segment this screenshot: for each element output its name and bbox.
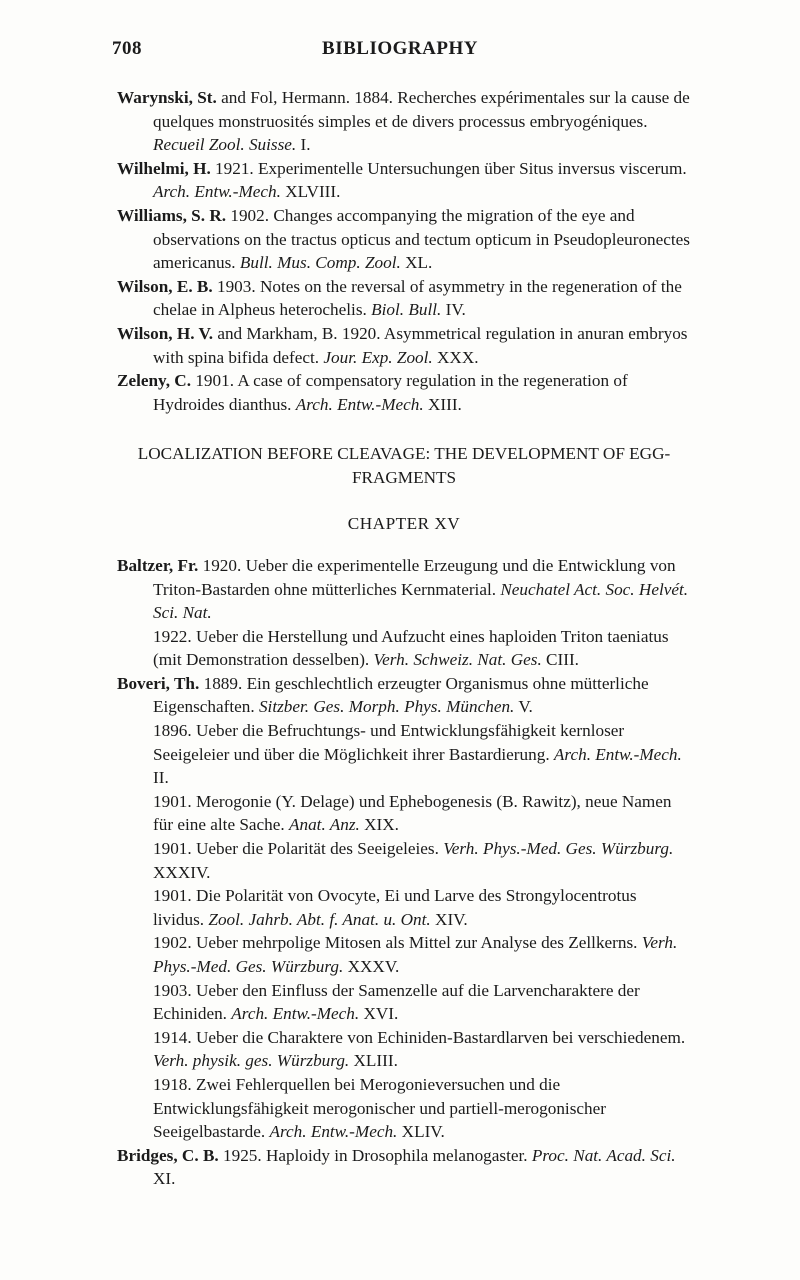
entry-volume: XLIII. bbox=[349, 1051, 398, 1071]
entry-volume: XI. bbox=[153, 1169, 176, 1189]
entry-text: 1922. Ueber die Herstellung und Aufzucht eines haploiden Triton taeniatus (mit Demonstration desselben). bbox=[153, 626, 669, 670]
bibliography-entry bbox=[117, 979, 691, 1026]
bibliography-entry bbox=[117, 1144, 691, 1191]
entry-journal: Recueil Zool. Suisse. bbox=[153, 135, 297, 155]
entry-author: Zeleny, C. bbox=[117, 371, 192, 391]
entry-volume: XIII. bbox=[423, 394, 462, 414]
entry-author: Warynski, St. bbox=[117, 88, 217, 107]
page-title: BIBLIOGRAPHY bbox=[322, 38, 478, 59]
entry-journal: Proc. Nat. Acad. Sci. bbox=[531, 1145, 676, 1165]
entry-author: Wilson, H. V. bbox=[117, 323, 214, 343]
section-title: LOCALIZATION BEFORE CLEAVAGE: THE DEVELOPMENT OF EGG-FRAGMENTS bbox=[137, 444, 671, 488]
entry-text: 1902. Ueber mehrpolige Mitosen als Mittel zur Analyse des Zellkerns. bbox=[153, 933, 642, 953]
bibliography-entry bbox=[117, 719, 691, 790]
entry-volume: V. bbox=[514, 697, 533, 717]
entry-journal: Arch. Entw.-Mech. bbox=[295, 394, 424, 414]
bibliography-entry bbox=[117, 369, 691, 416]
entry-journal: Arch. Entw.-Mech. bbox=[153, 182, 281, 202]
bibliography-entry bbox=[117, 275, 691, 322]
entry-volume: XXX. bbox=[432, 347, 479, 367]
entry-journal: Sitzber. Ges. Morph. Phys. München. bbox=[258, 697, 515, 717]
bibliography-entry bbox=[117, 837, 691, 884]
bibliography-entry bbox=[117, 554, 691, 625]
entry-journal: Jour. Exp. Zool. bbox=[323, 347, 433, 367]
page-number: 708 bbox=[112, 38, 142, 59]
entry-text: 1901. Ueber die Polarität des Seeigeleies. bbox=[153, 839, 444, 859]
entry-volume: XLVIII. bbox=[280, 182, 341, 202]
entry-volume: XIX. bbox=[359, 815, 399, 835]
entry-journal: Biol. Bull. bbox=[371, 300, 442, 320]
entry-volume: XXXV. bbox=[343, 957, 400, 976]
entry-author: Baltzer, Fr. bbox=[117, 555, 199, 575]
entry-author: Wilhelmi, H. bbox=[117, 158, 211, 178]
entry-journal: Verh. physik. ges. Würzburg. bbox=[153, 1051, 350, 1071]
bibliography-list-top bbox=[117, 86, 691, 416]
bibliography-entry bbox=[117, 1073, 691, 1144]
entry-text: 1901. Merogonie (Y. Delage) und Ephebogenesis (B. Rawitz), neue Namen für eine alte Sache. bbox=[153, 791, 672, 835]
bibliography-entry bbox=[117, 204, 691, 275]
entry-text: 1921. Experimentelle Untersuchungen über Situs inversus viscerum. bbox=[210, 158, 687, 178]
entry-journal: Verh. Phys.-Med. Ges. Würzburg. bbox=[153, 933, 678, 976]
entry-text: 1925. Haploidy in Drosophila melanogaster. bbox=[218, 1145, 532, 1165]
bibliography-entry bbox=[117, 322, 691, 369]
entry-journal: Neuchatel Act. Soc. Helvét. Sci. Nat. bbox=[153, 579, 689, 623]
entry-volume: CIII. bbox=[541, 650, 579, 670]
entry-volume: IV. bbox=[441, 300, 466, 320]
entry-journal: Arch. Entw.-Mech. bbox=[269, 1122, 398, 1142]
entry-text: 1901. A case of compensatory regulation in the regeneration of Hydroides dianthus. bbox=[153, 371, 628, 414]
bibliography-entry bbox=[117, 625, 691, 672]
entry-volume: XVI. bbox=[359, 1004, 399, 1024]
entry-author: Williams, S. R. bbox=[117, 205, 227, 225]
bibliography-body bbox=[117, 86, 691, 1191]
entry-journal: Anat. Anz. bbox=[289, 815, 360, 835]
entry-volume: XIV. bbox=[430, 909, 468, 929]
bibliography-list-bottom bbox=[117, 554, 691, 1191]
entry-volume: I. bbox=[296, 135, 311, 155]
bibliography-entry bbox=[117, 790, 691, 837]
entry-journal: Verh. Phys.-Med. Ges. Würzburg. bbox=[443, 839, 674, 859]
entry-author: Bridges, C. B. bbox=[117, 1145, 219, 1165]
entry-text: 1918. Zwei Fehlerquellen bei Merogonieversuchen und die Entwicklungsfähigkeit merogonischer und partiell-merogonischer Seeigelbastarde. bbox=[153, 1074, 606, 1142]
entry-author: Wilson, E. B. bbox=[117, 276, 213, 296]
entry-journal: Bull. Mus. Comp. Zool. bbox=[239, 253, 401, 273]
entry-text: 1901. Die Polarität von Ovocyte, Ei und Larve des Strongylocentrotus lividus. bbox=[153, 886, 637, 929]
entry-journal: Arch. Entw.-Mech. bbox=[553, 744, 682, 764]
bibliography-entry bbox=[117, 157, 691, 204]
entry-volume: II. bbox=[153, 768, 169, 788]
entry-text: and Markham, B. 1920. Asymmetrical regulation in anuran embryos with spina bifida defect. bbox=[153, 323, 688, 367]
chapter-title: CHAPTER XV bbox=[347, 514, 461, 534]
entry-journal: Arch. Entw.-Mech. bbox=[231, 1004, 360, 1024]
bibliography-entry bbox=[117, 1026, 691, 1073]
bibliography-entry bbox=[117, 884, 691, 931]
running-head bbox=[112, 38, 688, 68]
entry-text: 1903. Notes on the reversal of asymmetry in the regeneration of the chelae in Alpheus heterochelis. bbox=[153, 276, 682, 320]
entry-text: 1903. Ueber den Einfluss der Samenzelle auf die Larvencharaktere der Echiniden. bbox=[153, 980, 640, 1024]
entry-text: and Fol, Hermann. 1884. Recherches expérimentales sur la cause de quelques monstruosités simples et de divers processus embryogéniques. bbox=[153, 88, 690, 131]
entry-journal: Zool. Jahrb. Abt. f. Anat. u. Ont. bbox=[208, 909, 431, 929]
entry-volume: XL. bbox=[400, 253, 433, 273]
bibliography-entry bbox=[117, 86, 691, 157]
bibliography-entry bbox=[117, 672, 691, 719]
entry-journal: Verh. Schweiz. Nat. Ges. bbox=[373, 650, 542, 670]
entry-volume: XXXIV. bbox=[153, 862, 211, 882]
entry-text: 1920. Ueber die experimentelle Erzeugung und die Entwicklung von Triton-Bastarden ohne mütterliches Kernmaterial. bbox=[153, 555, 676, 599]
entry-text: 1902. Changes accompanying the migration of the eye and observations on the tractus opticus and tectum opticum in Pseudopleuronectes americanus. bbox=[153, 205, 690, 273]
entry-text: 1889. Ein geschlechtlich erzeugter Organismus ohne mütterliche Eigenschaften. bbox=[153, 673, 649, 717]
bibliography-entry bbox=[117, 931, 691, 978]
entry-author: Boveri, Th. bbox=[117, 673, 200, 693]
entry-text: 1914. Ueber die Charaktere von Echiniden-Bastardlarven bei verschiedenem. bbox=[153, 1027, 686, 1047]
entry-text: 1896. Ueber die Befruchtungs- und Entwicklungsfähigkeit kernloser Seeigeleier und über die Möglichkeit ihrer Bastardierung. bbox=[153, 721, 625, 764]
entry-volume: XLIV. bbox=[397, 1122, 445, 1142]
